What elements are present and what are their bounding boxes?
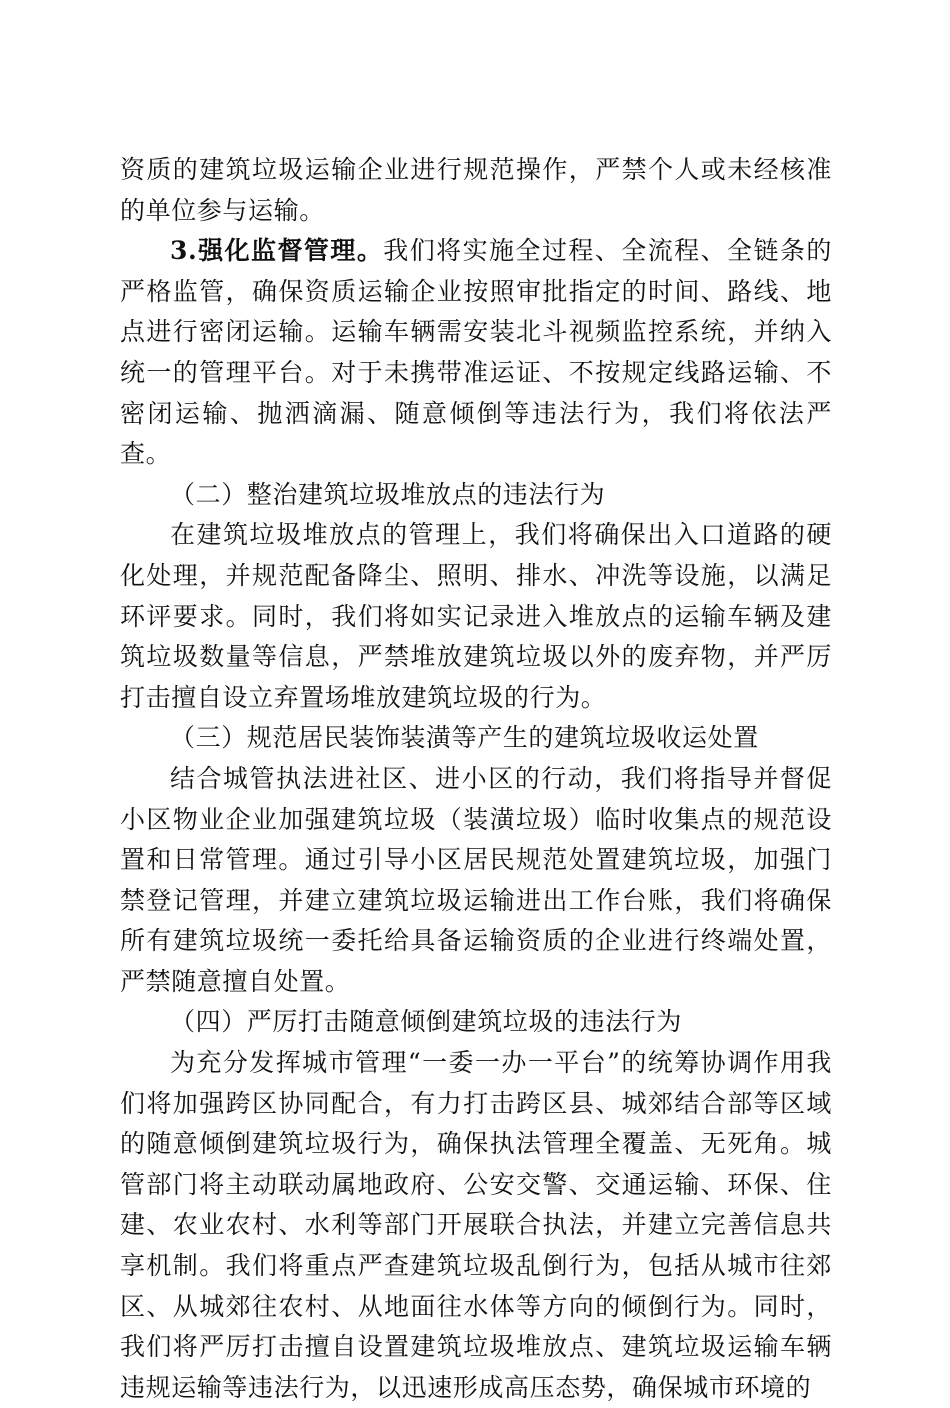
document-body	[120, 150, 832, 1408]
paragraph-supervision	[120, 231, 832, 475]
paragraph-residential: 结合城管执法进社区、进小区的行动，我们将指导并督促小区物业企业加强建筑垃圾（装潢垃圾）临时收集点的规范设置和日常管理。通过引导小区居民规范处置建筑垃圾，加强门禁登记管理，并建立建筑垃圾运输进出工作台账，我们将确保所有建筑垃圾统一委托给具备运输资质的企业进行终端处置，严禁随意擅自处置。	[120, 763, 832, 996]
paragraph-continued: 资质的建筑垃圾运输企业进行规范操作，严禁个人或未经核准的单位参与运输。	[120, 155, 832, 225]
paragraph-storage-sites: 在建筑垃圾堆放点的管理上，我们将确保出入口道路的硬化处理，并规范配备降尘、照明、排水、冲洗等设施，以满足环评要求。同时，我们将如实记录进入堆放点的运输车辆及建筑垃圾数量等信息，严禁堆放建筑垃圾以外的废弃物，并严厉打击擅自设立弃置场堆放建筑垃圾的行为。	[120, 520, 832, 712]
section-heading-4: （四）严厉打击随意倾倒建筑垃圾的违法行为	[170, 1007, 683, 1037]
paragraph-dumping: 为充分发挥城市管理“一委一办一平台”的统筹协调作用我们将加强跨区协同配合，有力打击跨区县、城郊结合部等区域的随意倾倒建筑垃圾行为，确保执法管理全覆盖、无死角。城管部门将主动联动属地政府、公安交警、交通运输、环保、住建、农业农村、水利等部门开展联合执法，并建立完善信息共享机制。我们将重点严查建筑垃圾乱倒行为，包括从城市往郊区、从城郊往农村、从地面往水体等方向的倾倒行为。同时，我们将严厉打击擅自设置建筑垃圾堆放点、建筑垃圾运输车辆违规运输等违法行为，以迅速形成高压态势，确保城市环境的	[120, 1048, 832, 1402]
paragraph-lead-heading: 3.强化监督管理。	[170, 236, 384, 266]
paragraph-supervision-body: 我们将实施全过程、全流程、全链条的严格监管，确保资质运输企业按照审批指定的时间、路线、地点进行密闭运输。运输车辆需安装北斗视频监控系统，并纳入统一的管理平台。对于未携带准运证、不按规定线路运输、不密闭运输、抛洒滴漏、随意倾倒等违法行为，我们将依法严查。	[120, 236, 832, 469]
section-heading-2: （二）整治建筑垃圾堆放点的违法行为	[170, 479, 606, 509]
section-heading-3: （三）规范居民装饰装潢等产生的建筑垃圾收运处置	[170, 723, 759, 753]
